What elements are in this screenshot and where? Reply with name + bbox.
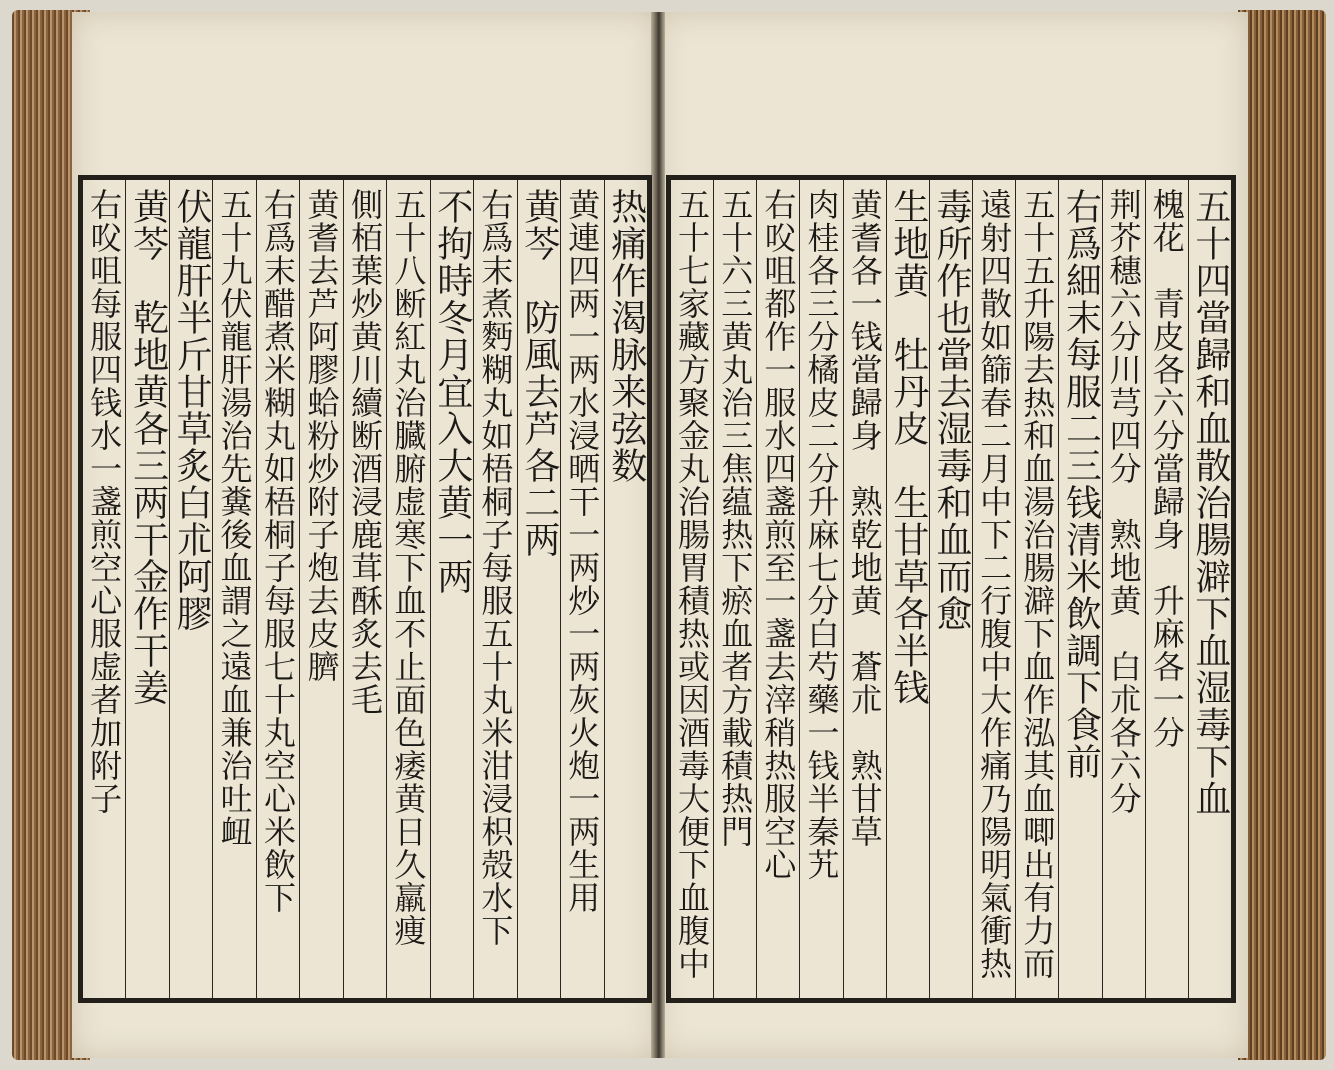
- text-column: [343, 180, 386, 998]
- text-column: [713, 180, 756, 998]
- left-columns: [83, 180, 647, 998]
- text-column: [83, 180, 125, 998]
- column-text: 槐花 青皮各六分當歸身 升麻各一分: [1147, 188, 1186, 749]
- column-text: 肉桂各三分橘皮二分升麻七分白芍藥一钱半秦艽: [802, 188, 841, 881]
- column-text: 五十七家藏方聚金丸治腸胃積热或因酒毒大便下血腹中: [673, 188, 712, 980]
- text-column: [799, 180, 842, 998]
- text-column: [386, 180, 429, 998]
- column-text: 側栢葉炒黄川續断酒浸鹿茸酥炙去毛: [345, 188, 384, 716]
- text-column: [843, 180, 886, 998]
- column-text: 热痛作渴脉来弦数: [605, 188, 647, 484]
- text-column: [972, 180, 1015, 998]
- column-text: 荆芥穗六分川芎四分 熟地黄 白朮各六分: [1104, 188, 1143, 815]
- column-text: 黄芩 乾地黄各三两干金作干姜: [127, 188, 169, 706]
- text-column: [1102, 180, 1145, 998]
- text-column: [1145, 180, 1188, 998]
- right-page-frame: [666, 175, 1236, 1003]
- text-column: [256, 180, 299, 998]
- column-text: 右㕮咀每服四钱水一盞煎空心服虚者加附子: [85, 188, 124, 815]
- text-column: [1188, 180, 1231, 998]
- text-column: [560, 180, 603, 998]
- text-column: [604, 180, 647, 998]
- column-text: 五十五升陽去热和血湯治腸澼下血作泓其血唧出有力而: [1018, 188, 1057, 980]
- book-edge-right: [1238, 10, 1326, 1060]
- text-column: [886, 180, 929, 998]
- column-text: 黄耆去芦阿膠蛤粉炒附子炮去皮臍: [302, 188, 341, 683]
- text-column: [1015, 180, 1058, 998]
- book-gutter: [651, 12, 665, 1058]
- text-column: [430, 180, 473, 998]
- column-text: 右爲末醋煮米糊丸如梧桐子每服七十丸空心米飲下: [259, 188, 298, 914]
- right-columns: [671, 180, 1231, 998]
- column-text: 黄連四两一两水浸晒干一两炒一两灰火炮一两生用: [563, 188, 602, 914]
- column-text: 不拘時冬月宜入大黄一两: [431, 188, 473, 595]
- text-column: [1058, 180, 1101, 998]
- text-column: [125, 180, 168, 998]
- text-column: [756, 180, 799, 998]
- column-text: 黄耆各一钱當歸身 熟乾地黄 蒼朮 熟甘草: [845, 188, 884, 848]
- column-text: 毒所作也當去湿毒和血而愈: [930, 188, 972, 632]
- column-text: 右爲末煮麪糊丸如梧桐子每服五十丸米泔浸枳殻水下: [476, 188, 515, 947]
- column-text: 五十四當歸和血散治腸澼下血湿毒下血: [1189, 188, 1231, 817]
- text-column: [517, 180, 560, 998]
- text-column: [299, 180, 342, 998]
- column-text: 右㕮咀都作一服水四盞煎至一盞去滓稍热服空心: [759, 188, 798, 881]
- text-column: [212, 180, 255, 998]
- text-column: [169, 180, 212, 998]
- column-text: 五十九伏龍肝湯治先糞後血謂之遠血兼治吐衄: [215, 188, 254, 848]
- column-text: 遠射四散如篩春二月中下二行腹中大作痛乃陽明氣衝热: [975, 188, 1014, 980]
- text-column: [473, 180, 516, 998]
- column-text: 五十六三黄丸治三焦蕴热下瘀血者方載積热門: [716, 188, 755, 848]
- text-column: [929, 180, 972, 998]
- text-column: [671, 180, 713, 998]
- column-text: 五十八断紅丸治臓腑虚寒下血不止面色痿黄日久羸痩: [389, 188, 428, 947]
- column-text: 右爲細末每服二三钱清米飲調下食前: [1060, 188, 1102, 780]
- column-text: 生地黄 牡丹皮 生甘草各半钱: [887, 188, 929, 706]
- left-page-frame: [78, 175, 652, 1003]
- column-text: 黄芩 防風去芦各二两: [518, 188, 560, 558]
- column-text: 伏龍肝半斤甘草炙白朮阿膠: [171, 188, 213, 632]
